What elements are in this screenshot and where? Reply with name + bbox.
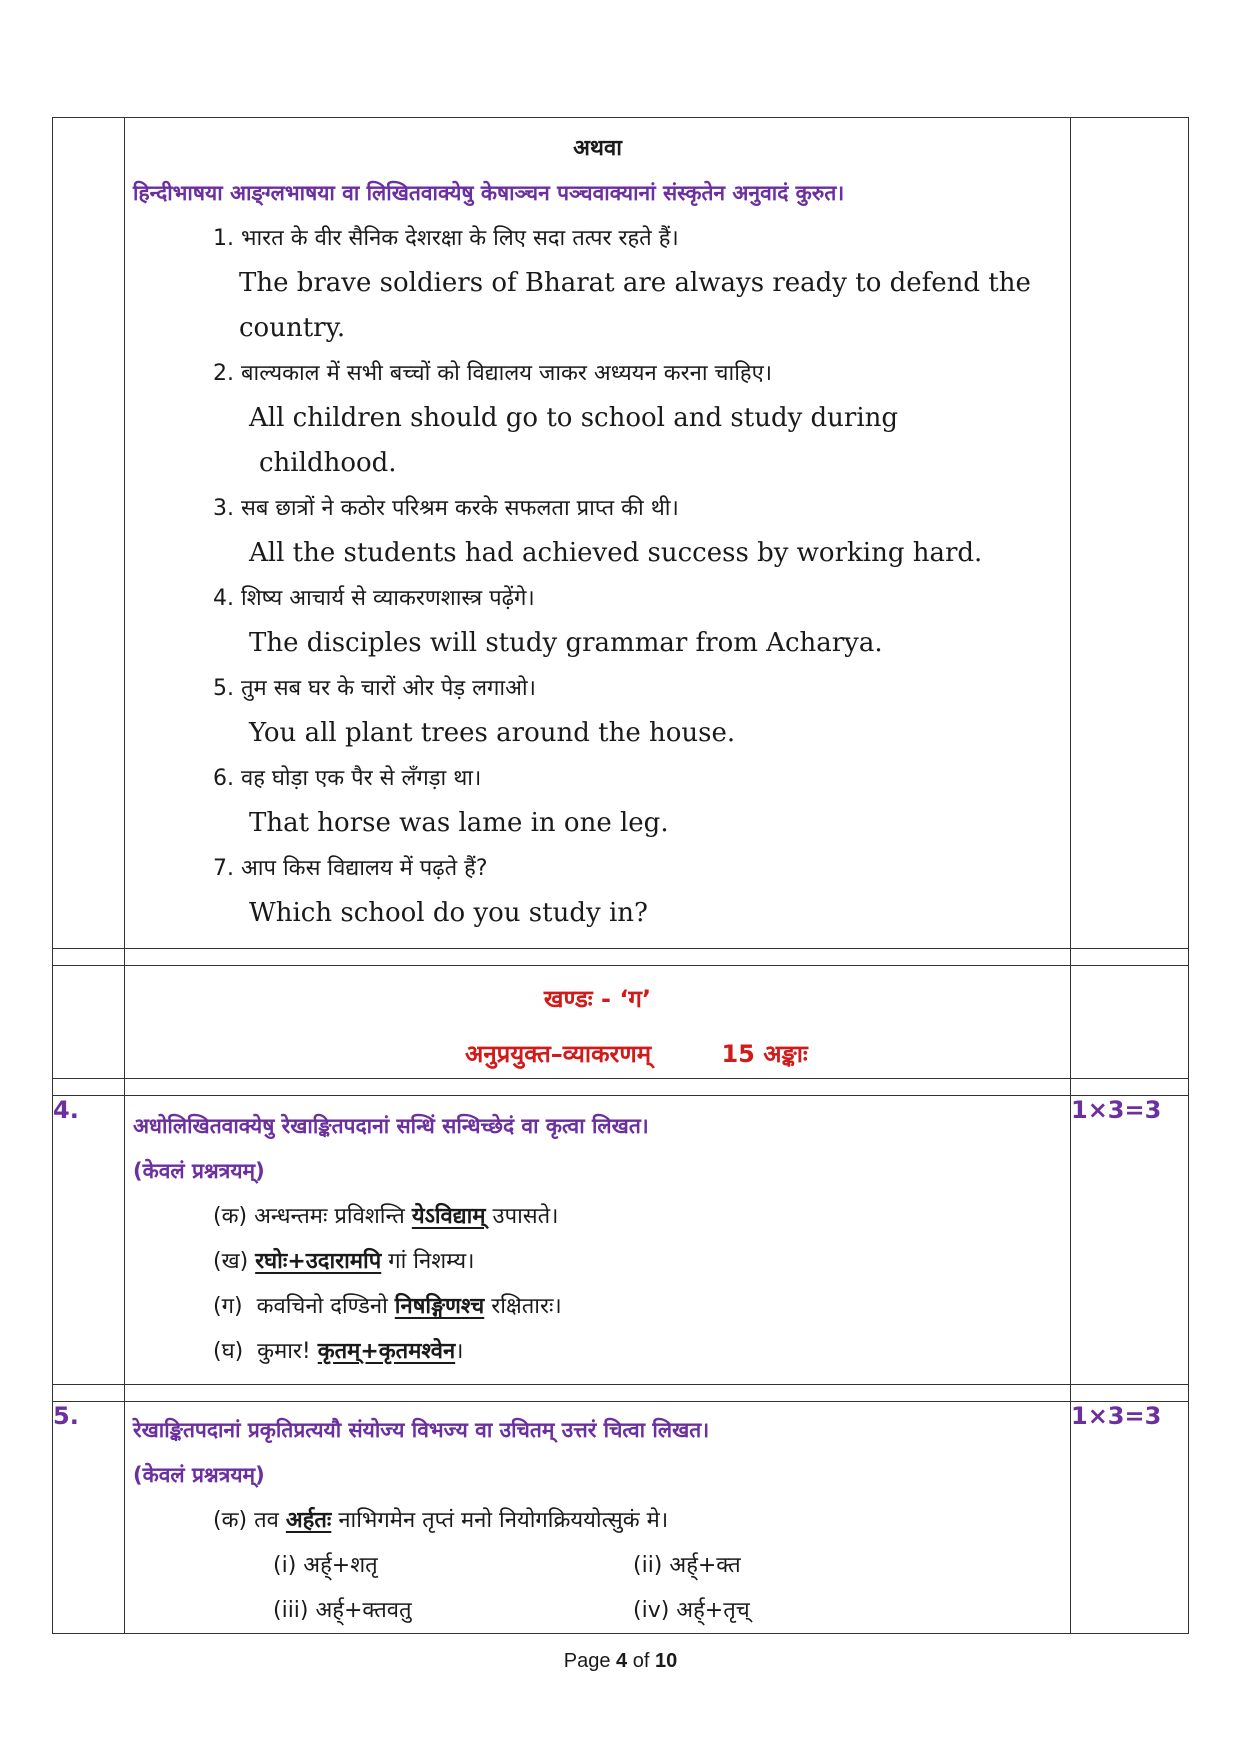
athva-item-3-eng: All the students had achieved success by working hard. [249,538,983,568]
spacer-row [53,949,1189,966]
athva-marks-cell [1071,118,1189,949]
underlined-word: रघोः+उदारामपि [255,1249,382,1274]
athva-item-2-eng: All children should go to school and study during [249,403,899,433]
question-4-item-ka: (क) अन्धन्तमः प्रविशन्ति येऽविद्याम् उपासते। [213,1204,559,1229]
athva-title: अथवा [573,136,622,161]
section-heading-cell [125,966,1071,1079]
athva-instruction: हिन्दीभाषया आङ्ग्लभाषया वा लिखितवाक्येषु केषाञ्चन पञ्चवाक्यानां संस्कृतेन अनुवादं कुरुत। [133,181,845,205]
current-page: 4 [616,1650,628,1672]
question-5-options-row-2 [213,1588,1062,1633]
spacer-row [53,1385,1189,1402]
athva-item-1-eng: The brave soldiers of Bharat are always ready to defend the [239,268,1031,298]
question-4-number: 4. [53,1096,125,1385]
athva-item-7-hindi: 7. आप किस विद्यालय में पढ़ते हैं? [213,856,488,881]
question-5-instruction: रेखाङ्कितपदानां प्रकृतिप्रत्ययौ संयोज्य विभज्य वा उचितम् उत्तरं चित्वा लिखत। [133,1418,710,1442]
athva-num-cell [53,118,125,949]
section-row [53,966,1189,1079]
athva-item-4-eng: The disciples will study grammar from Acharya. [249,628,883,658]
underlined-word: अर्हतः [285,1508,332,1533]
question-5-row [53,1402,1189,1634]
section-heading: खण्डः - ‘ग’ [543,985,652,1013]
question-5-marks: 1×3=3 [1071,1402,1189,1634]
option-ii[interactable]: (ii) अर्ह्+क्त [633,1553,741,1578]
athva-item-5-hindi: 5. तुम सब घर के चारों ओर पेड़ लगाओ। [213,676,536,701]
spacer-row [53,1079,1189,1096]
athva-item-2-eng-cont: childhood. [259,448,397,478]
total-pages: 10 [654,1650,678,1672]
athva-item-7-eng: Which school do you study in? [249,898,648,928]
question-5-item-ka: (क) तव अर्हतः नाभिगमेन तृप्तं मनो नियोगक्रिययोत्सुकं मे। [213,1508,669,1533]
athva-item-6-eng: That horse was lame in one leg. [249,808,669,838]
section-subheading-line [125,1037,1070,1070]
question-5-options-row-1 [213,1543,1062,1588]
athva-content [125,118,1071,949]
underlined-word: कृतम्+कृतमश्वेन [317,1339,456,1364]
athva-item-1-eng-cont: country. [239,313,346,343]
section-marks: 15 अङ्काः [721,1040,808,1068]
option-iv[interactable]: (iv) अर्ह्+तृच् [633,1598,750,1623]
question-5-note: (केवलं प्रश्नत्रयम्) [133,1463,265,1487]
question-5-number: 5. [53,1402,125,1634]
underlined-word: निषङ्गिणश्च [394,1294,485,1319]
question-4-item-gha: (घ) कुमार! कृतम्+कृतमश्वेन। [213,1339,464,1364]
question-5-content [125,1402,1071,1634]
question-4-marks: 1×3=3 [1071,1096,1189,1385]
athva-item-5-eng: You all plant trees around the house. [249,718,736,748]
option-i[interactable]: (i) अर्ह्+शतृ [273,1553,378,1578]
question-4-row [53,1096,1189,1385]
question-table [52,117,1189,1634]
section-subheading: अनुप्रयुक्त–व्याकरणम् [465,1040,652,1068]
athva-item-3-hindi: 3. सब छात्रों ने कठोर परिश्रम करके सफलता प्राप्त की थी। [213,496,679,521]
page-footer: Page 4 of 10 [563,1650,678,1672]
question-4-content [125,1096,1071,1385]
athva-item-4-hindi: 4. शिष्य आचार्य से व्याकरणशास्त्र पढ़ेंगे। [213,586,535,611]
athva-item-2-hindi: 2. बाल्यकाल में सभी बच्चों को विद्यालय जाकर अध्ययन करना चाहिए। [213,361,773,386]
question-4-instruction: अधोलिखितवाक्येषु रेखाङ्कितपदानां सन्धिं सन्धिच्छेदं वा कृत्वा लिखत। [133,1114,649,1138]
athva-item-6-hindi: 6. वह घोड़ा एक पैर से लँगड़ा था। [213,766,482,791]
question-4-item-kha: (ख) रघोः+उदारामपि गां निशम्य। [213,1249,475,1274]
athva-item-1-hindi: 1. भारत के वीर सैनिक देशरक्षा के लिए सदा तत्पर रहते हैं। [213,226,679,251]
athva-row [53,118,1189,949]
question-4-note: (केवलं प्रश्नत्रयम्) [133,1159,265,1183]
option-iii[interactable]: (iii) अर्ह्+क्तवतु [273,1598,412,1623]
question-4-item-ga: (ग) कवचिनो दण्डिनो निषङ्गिणश्च रक्षितारः। [213,1294,562,1319]
underlined-word: येऽविद्याम् [411,1204,486,1229]
